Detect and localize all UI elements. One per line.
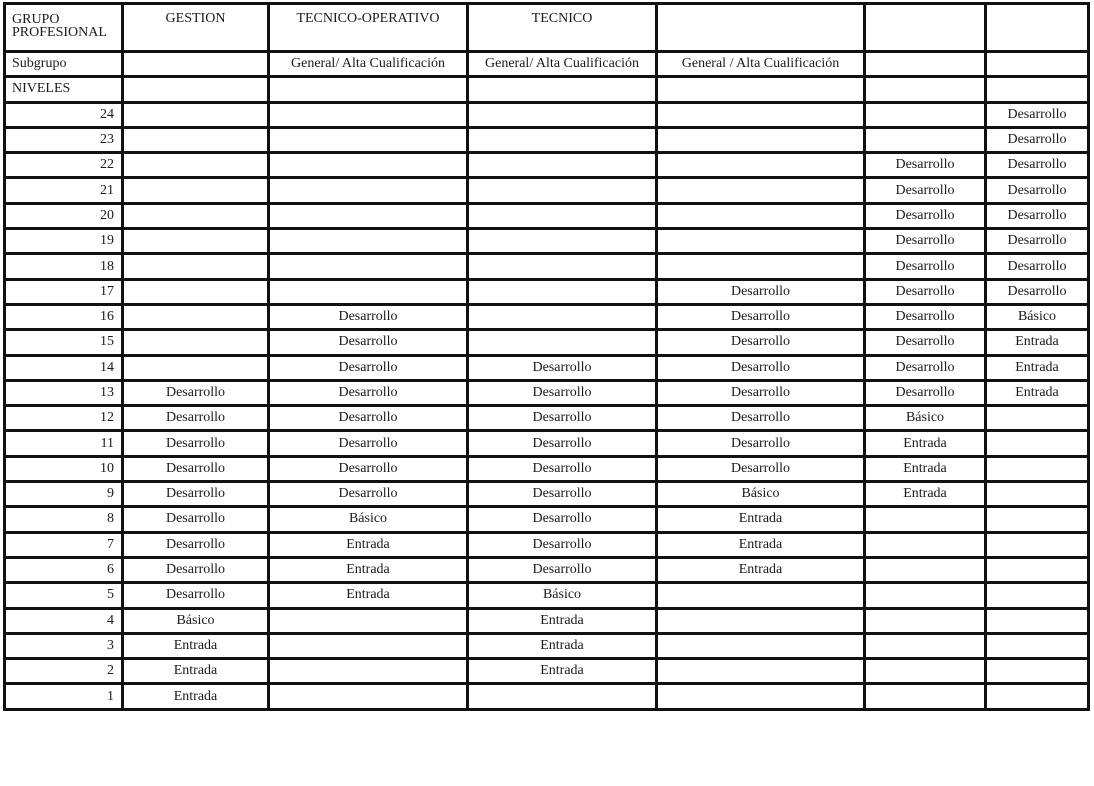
- subgrupo-cell: [865, 52, 986, 77]
- level-row: [5, 431, 1089, 456]
- level-number: 4: [5, 608, 123, 633]
- level-cell: Desarrollo: [657, 380, 865, 405]
- level-cell: [986, 431, 1089, 456]
- level-cell: [865, 583, 986, 608]
- level-cell: [657, 102, 865, 127]
- level-row: [5, 229, 1089, 254]
- level-number: 12: [5, 406, 123, 431]
- level-cell: Desarrollo: [986, 178, 1089, 203]
- level-cell: Desarrollo: [123, 482, 269, 507]
- column-header-5: [865, 4, 986, 52]
- level-cell: [986, 557, 1089, 582]
- level-cell: [269, 203, 468, 228]
- level-row: [5, 254, 1089, 279]
- level-cell: [865, 102, 986, 127]
- level-cell: [468, 304, 657, 329]
- level-cell: [123, 178, 269, 203]
- level-cell: Desarrollo: [123, 431, 269, 456]
- level-number: 11: [5, 431, 123, 456]
- level-cell: [657, 633, 865, 658]
- level-cell: Desarrollo: [468, 456, 657, 481]
- level-cell: Desarrollo: [468, 406, 657, 431]
- level-number: 19: [5, 229, 123, 254]
- level-row: [5, 482, 1089, 507]
- level-row: [5, 380, 1089, 405]
- level-cell: Desarrollo: [123, 456, 269, 481]
- level-row: [5, 456, 1089, 481]
- level-cell: Desarrollo: [123, 583, 269, 608]
- level-cell: [865, 684, 986, 709]
- level-cell: Entrada: [865, 431, 986, 456]
- level-cell: [123, 330, 269, 355]
- level-cell: [657, 229, 865, 254]
- level-row: [5, 507, 1089, 532]
- level-cell: [986, 608, 1089, 633]
- level-number: 3: [5, 633, 123, 658]
- niveles-cell: [468, 77, 657, 102]
- level-cell: Básico: [468, 583, 657, 608]
- level-cell: Desarrollo: [986, 254, 1089, 279]
- table-body: [5, 4, 1089, 710]
- level-cell: Entrada: [657, 507, 865, 532]
- level-cell: [865, 507, 986, 532]
- level-cell: Desarrollo: [269, 456, 468, 481]
- level-cell: [468, 127, 657, 152]
- level-cell: [123, 304, 269, 329]
- level-cell: Básico: [657, 482, 865, 507]
- level-cell: Entrada: [269, 583, 468, 608]
- level-row: [5, 330, 1089, 355]
- level-cell: Entrada: [468, 608, 657, 633]
- niveles-row: [5, 77, 1089, 102]
- level-row: [5, 178, 1089, 203]
- level-cell: Entrada: [269, 532, 468, 557]
- level-cell: Desarrollo: [657, 431, 865, 456]
- level-cell: Entrada: [986, 330, 1089, 355]
- level-number: 6: [5, 557, 123, 582]
- level-cell: Entrada: [123, 633, 269, 658]
- level-cell: Desarrollo: [865, 355, 986, 380]
- level-cell: Desarrollo: [468, 431, 657, 456]
- level-cell: Básico: [123, 608, 269, 633]
- level-cell: [657, 203, 865, 228]
- level-cell: [269, 684, 468, 709]
- level-cell: Desarrollo: [865, 203, 986, 228]
- level-number: 23: [5, 127, 123, 152]
- level-cell: [865, 127, 986, 152]
- level-cell: [865, 659, 986, 684]
- level-cell: [986, 507, 1089, 532]
- level-cell: [468, 153, 657, 178]
- level-cell: [865, 532, 986, 557]
- niveles-cell: [657, 77, 865, 102]
- level-cell: Básico: [986, 304, 1089, 329]
- level-cell: Desarrollo: [657, 279, 865, 304]
- level-cell: [657, 659, 865, 684]
- subgrupo-cell: General/ Alta Cualificación: [269, 52, 468, 77]
- level-row: [5, 684, 1089, 709]
- level-row: [5, 406, 1089, 431]
- level-cell: [468, 330, 657, 355]
- level-cell: [269, 178, 468, 203]
- level-cell: Desarrollo: [657, 406, 865, 431]
- column-header-tecnico: TECNICO: [468, 4, 657, 52]
- level-cell: Desarrollo: [123, 406, 269, 431]
- levels-table: [3, 2, 1090, 711]
- level-cell: [468, 684, 657, 709]
- level-cell: Desarrollo: [269, 406, 468, 431]
- level-cell: Desarrollo: [865, 380, 986, 405]
- level-row: [5, 203, 1089, 228]
- level-cell: [657, 127, 865, 152]
- level-number: 5: [5, 583, 123, 608]
- level-cell: Desarrollo: [865, 178, 986, 203]
- level-cell: Entrada: [468, 659, 657, 684]
- niveles-cell: [123, 77, 269, 102]
- level-cell: Entrada: [269, 557, 468, 582]
- level-cell: [657, 254, 865, 279]
- level-cell: Desarrollo: [657, 330, 865, 355]
- level-cell: Desarrollo: [269, 355, 468, 380]
- column-header-tecnico-operativo: TECNICO-OPERATIVO: [269, 4, 468, 52]
- level-cell: [468, 229, 657, 254]
- level-cell: Desarrollo: [468, 380, 657, 405]
- level-cell: Desarrollo: [123, 557, 269, 582]
- level-cell: [657, 583, 865, 608]
- subgrupo-row: [5, 52, 1089, 77]
- niveles-label: NIVELES: [5, 77, 123, 102]
- level-number: 24: [5, 102, 123, 127]
- level-cell: [123, 153, 269, 178]
- level-cell: [865, 608, 986, 633]
- subgrupo-label: Subgrupo: [5, 52, 123, 77]
- level-cell: [123, 254, 269, 279]
- subgrupo-cell: [123, 52, 269, 77]
- level-number: 1: [5, 684, 123, 709]
- level-cell: Desarrollo: [269, 380, 468, 405]
- level-cell: Desarrollo: [269, 304, 468, 329]
- level-cell: Básico: [269, 507, 468, 532]
- level-cell: Desarrollo: [986, 229, 1089, 254]
- subgrupo-cell: General / Alta Cualificación: [657, 52, 865, 77]
- level-cell: Entrada: [986, 355, 1089, 380]
- level-cell: [123, 355, 269, 380]
- level-cell: [123, 229, 269, 254]
- level-row: [5, 127, 1089, 152]
- level-cell: [269, 659, 468, 684]
- level-cell: Desarrollo: [986, 279, 1089, 304]
- level-cell: [657, 153, 865, 178]
- level-cell: [269, 608, 468, 633]
- column-header-6: [986, 4, 1089, 52]
- level-cell: [269, 153, 468, 178]
- level-row: [5, 608, 1089, 633]
- level-cell: [986, 583, 1089, 608]
- level-cell: Desarrollo: [657, 456, 865, 481]
- level-cell: Entrada: [657, 557, 865, 582]
- level-cell: Entrada: [865, 482, 986, 507]
- subgrupo-cell: General/ Alta Cualificación: [468, 52, 657, 77]
- level-row: [5, 153, 1089, 178]
- level-cell: Desarrollo: [657, 355, 865, 380]
- level-number: 21: [5, 178, 123, 203]
- level-cell: Entrada: [468, 633, 657, 658]
- level-cell: [123, 279, 269, 304]
- level-cell: [269, 229, 468, 254]
- level-cell: [657, 178, 865, 203]
- level-cell: Desarrollo: [468, 532, 657, 557]
- level-number: 2: [5, 659, 123, 684]
- level-cell: [468, 254, 657, 279]
- grupo-line-1: GRUPO: [12, 12, 60, 27]
- level-cell: [123, 203, 269, 228]
- level-cell: Desarrollo: [468, 507, 657, 532]
- level-cell: Entrada: [986, 380, 1089, 405]
- level-number: 16: [5, 304, 123, 329]
- subgrupo-cell: [986, 52, 1089, 77]
- level-cell: [269, 633, 468, 658]
- level-cell: [865, 633, 986, 658]
- level-cell: Desarrollo: [986, 127, 1089, 152]
- level-cell: [657, 684, 865, 709]
- level-number: 14: [5, 355, 123, 380]
- level-cell: Entrada: [657, 532, 865, 557]
- level-cell: [986, 456, 1089, 481]
- level-cell: Desarrollo: [468, 482, 657, 507]
- level-row: [5, 557, 1089, 582]
- level-cell: Entrada: [123, 684, 269, 709]
- grupo-profesional-header: [5, 4, 123, 52]
- level-cell: Desarrollo: [657, 304, 865, 329]
- level-cell: Desarrollo: [865, 254, 986, 279]
- level-number: 22: [5, 153, 123, 178]
- level-cell: Desarrollo: [865, 279, 986, 304]
- levels-table-container: [3, 2, 1090, 711]
- level-cell: [986, 684, 1089, 709]
- level-cell: Desarrollo: [123, 380, 269, 405]
- level-row: [5, 583, 1089, 608]
- grupo-line-2: PROFESIONAL: [12, 25, 107, 40]
- niveles-cell: [865, 77, 986, 102]
- level-cell: [865, 557, 986, 582]
- level-row: [5, 102, 1089, 127]
- level-cell: [657, 608, 865, 633]
- level-cell: Desarrollo: [468, 557, 657, 582]
- level-number: 17: [5, 279, 123, 304]
- level-cell: [269, 254, 468, 279]
- level-cell: Desarrollo: [986, 153, 1089, 178]
- column-header-4: [657, 4, 865, 52]
- level-cell: Desarrollo: [269, 431, 468, 456]
- level-cell: Entrada: [123, 659, 269, 684]
- level-cell: Desarrollo: [865, 330, 986, 355]
- level-cell: Desarrollo: [986, 102, 1089, 127]
- level-cell: Desarrollo: [986, 203, 1089, 228]
- level-cell: Desarrollo: [865, 153, 986, 178]
- level-cell: Desarrollo: [123, 507, 269, 532]
- level-row: [5, 633, 1089, 658]
- level-cell: Desarrollo: [269, 330, 468, 355]
- level-cell: [986, 633, 1089, 658]
- level-number: 8: [5, 507, 123, 532]
- level-cell: Desarrollo: [123, 532, 269, 557]
- level-cell: [269, 279, 468, 304]
- level-number: 7: [5, 532, 123, 557]
- level-row: [5, 279, 1089, 304]
- level-row: [5, 532, 1089, 557]
- level-cell: Desarrollo: [269, 482, 468, 507]
- level-row: [5, 355, 1089, 380]
- level-cell: [123, 102, 269, 127]
- niveles-cell: [986, 77, 1089, 102]
- level-number: 13: [5, 380, 123, 405]
- header-row: [5, 4, 1089, 52]
- level-number: 18: [5, 254, 123, 279]
- level-number: 9: [5, 482, 123, 507]
- level-number: 10: [5, 456, 123, 481]
- level-cell: [986, 659, 1089, 684]
- level-cell: [986, 532, 1089, 557]
- niveles-cell: [269, 77, 468, 102]
- level-cell: Entrada: [865, 456, 986, 481]
- level-cell: [269, 127, 468, 152]
- level-number: 20: [5, 203, 123, 228]
- level-number: 15: [5, 330, 123, 355]
- level-cell: [468, 102, 657, 127]
- level-cell: [468, 279, 657, 304]
- level-cell: [269, 102, 468, 127]
- level-row: [5, 659, 1089, 684]
- level-cell: Desarrollo: [865, 304, 986, 329]
- level-cell: [468, 178, 657, 203]
- level-row: [5, 304, 1089, 329]
- level-cell: [986, 406, 1089, 431]
- level-cell: [468, 203, 657, 228]
- column-header-gestion: GESTION: [123, 4, 269, 52]
- level-cell: [123, 127, 269, 152]
- level-cell: Desarrollo: [865, 229, 986, 254]
- level-cell: [986, 482, 1089, 507]
- level-cell: Básico: [865, 406, 986, 431]
- level-cell: Desarrollo: [468, 355, 657, 380]
